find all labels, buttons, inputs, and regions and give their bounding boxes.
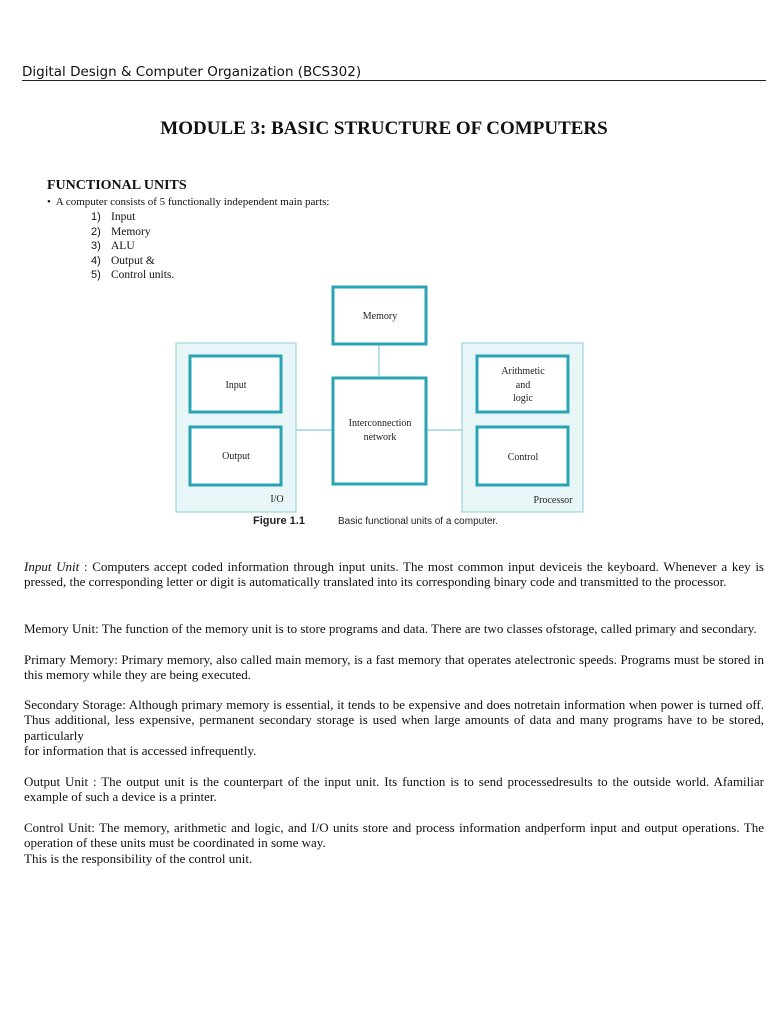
input-unit-text: : Computers accept coded information through input units. The most common input deviceis the keyboard. Whenever a key is pressed, the corresponding letter or digit is automatically translated into its corresponding binary code and transmitted to the processor. <box>24 559 764 590</box>
control-label: Control <box>507 452 539 463</box>
secondary-storage-paragraph: Secondary Storage: Although primary memory is essential, it tends to be expensive and does notretain information when power is turned off. Thus additional, less expensive, permanent secondary storage is used when large amounts of data and many programs have to be stored, particularly <box>24 697 764 743</box>
secondary-storage-paragraph-end: for information that is accessed infrequently. <box>24 743 257 758</box>
alu-label-line3: logic <box>513 393 533 404</box>
processor-group-label: Processor <box>533 495 573 506</box>
primary-memory-paragraph: Primary Memory: Primary memory, also called main memory, is a fast memory that operates atelectronic speeds. Programs must be stored in this memory while they are being executed. <box>24 652 764 683</box>
output-label: Output <box>222 451 250 462</box>
interconnection-label-line1: Interconnection <box>348 418 412 429</box>
input-unit-paragraph <box>24 559 764 590</box>
interconnection-label-line2: network <box>363 432 397 443</box>
list-label: Control units. <box>111 269 175 282</box>
list-number: 4) <box>91 254 101 267</box>
figure-caption-text: Basic functional units of a computer. <box>338 516 499 527</box>
alu-label-line2: and <box>515 380 531 391</box>
page-title: MODULE 3: BASIC STRUCTURE OF COMPUTERS <box>160 118 608 139</box>
bullet-text: A computer consists of 5 functionally independent main parts: <box>55 196 330 208</box>
list-label: Memory <box>111 225 151 238</box>
list-label: ALU <box>111 240 135 253</box>
io-group-label: I/O <box>270 494 284 505</box>
list-number: 1) <box>91 211 101 223</box>
alu-label-line1: Arithmetic <box>501 366 545 377</box>
input-unit-term: Input Unit <box>24 559 80 574</box>
list-number: 3) <box>91 240 101 253</box>
bullet-symbol: • <box>47 196 51 208</box>
output-unit-paragraph: Output Unit : The output unit is the counterpart of the input unit. Its function is to send processedresults to the outside world. Afamiliar example of such a device is a printer. <box>24 774 764 805</box>
control-unit-paragraph-end: This is the responsibility of the control unit. <box>24 851 253 866</box>
control-unit-paragraph: Control Unit: The memory, arithmetic and logic, and I/O units store and process information andperform input and output operations. The operation of these units must be coordinated in some way. <box>24 820 764 851</box>
document-header: Digital Design & Computer Organization (BCS302) <box>22 64 362 80</box>
list-number: 2) <box>91 225 101 238</box>
list-label: Output & <box>111 254 155 267</box>
memory-unit-paragraph: Memory Unit: The function of the memory unit is to store programs and data. There are two classes ofstorage, called primary and secondary. <box>24 621 757 636</box>
section-heading: FUNCTIONAL UNITS <box>47 178 187 193</box>
figure-caption-label: Figure 1.1 <box>253 515 305 527</box>
interconnection-network-box <box>333 378 426 484</box>
list-label: Input <box>111 211 136 223</box>
memory-label: Memory <box>362 311 398 322</box>
list-number: 5) <box>91 269 101 282</box>
input-label: Input <box>225 380 247 391</box>
